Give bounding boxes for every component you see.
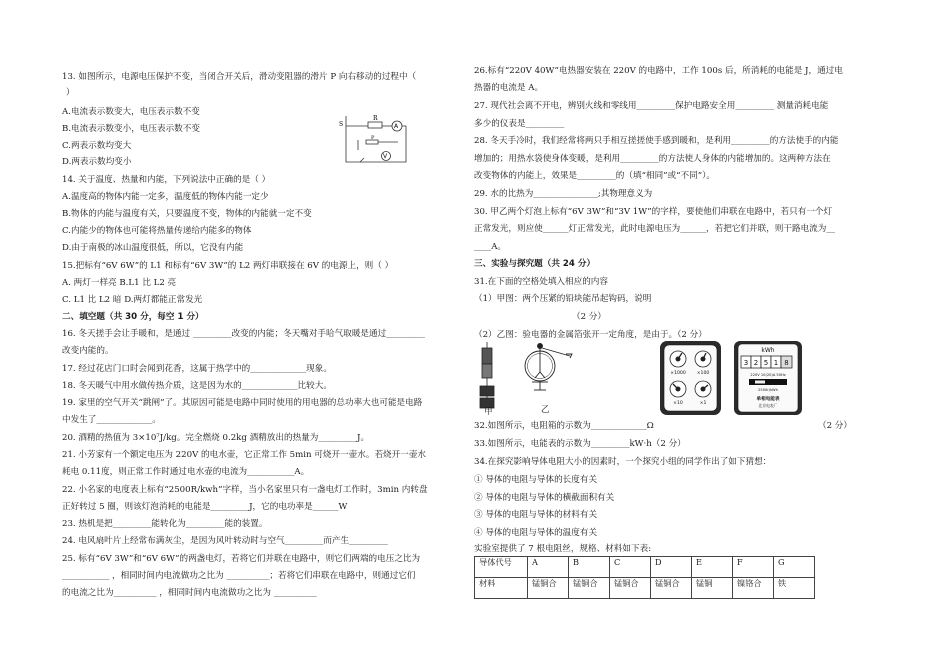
table-cell: 锰铜合 [610,578,651,599]
q26-line-1: 26.标有“220V 40W”电热器安装在 220V 的电路中，工作 100s 后，所消耗的电能是 J，通过电 [474,66,843,76]
q13-stem: 13. 如图所示，电源电压保护不变，当闭合开关后，滑动变阻器的滑片 P 向右移动的过程中（ [62,72,417,82]
q29: 29. 水的比热为_______________;其物理意义为 [474,189,653,199]
section-fill-in-heading: 二、填空题（共 30 分，每空 1 分） [62,312,204,322]
q31-part-1-points: （2 分） [572,312,606,322]
circuit-r-label: R [373,115,378,122]
q20: 20. 酒精的热值为 3×10⁷J/kg。完全燃烧 0.2kg 酒精放出的热量为_________J。 [62,433,370,443]
q25-line-3: 的电流之比为__________ ，相同时间内电流做功之比为 __________ [62,588,317,598]
q26-line-2: 热器的电流是 A。 [474,83,544,93]
table-cell: 锰铜合 [528,578,569,599]
figure-jia-label: 甲 [484,407,493,417]
q28-line-2: 增加的；用热水袋使身体变暖，是利用_________的方法使人身体的内能增加的。这两种方法在 [474,154,831,164]
q19-line-1: 19. 家里的空气开关“跳闸”了。其原因可能是电路中同时使用的用电器的总功率大也可能是电路 [62,398,423,408]
q31-part-1: （1）甲图：两个压紧的铅块能吊起钩码，说明 [474,294,652,304]
q16-line-2: 改变内能的。 [62,346,114,356]
q28-line-1: 28. 冬天手冷时，我们经常将两只手相互搓搓使手感到暖和，是利用_________的方法使手的内能 [474,136,839,146]
q14-option-b: B.物体的内能与温度有关，只要温度不变，物体的内能就一定不变 [62,209,312,219]
electroscope-figure [518,342,578,400]
conductor-table [474,556,815,599]
q14-option-d: D.由于南极的冰山温度很低，所以，它没有内能 [62,243,244,253]
q13-circuit-diagram [338,110,414,168]
ammeter-label: A [394,123,399,130]
table-cell: C [610,557,651,578]
q28-line-3: 改变物体的内能上，效果是_________的（填“相同”或“不同”）。 [474,171,716,181]
q21-line-2: 耗电 0.11度，则正常工作时通过电水壶的电流为___________A。 [62,467,310,477]
hypothesis-3: ③ 导体的电阻与导体的材料有关 [474,510,598,520]
section-experiment-heading: 三、实验与探究题（共 24 分） [474,259,596,269]
meter-rate-label: 2500r/kWh [758,388,778,392]
q22-line-2: 正好转过 5 圈，则该灯泡消耗的电能是_________J，它的电功率是______W [62,502,348,512]
q18: 18. 冬天暖气中用水做传热介质，这是因为水的_____________比较大。 [62,381,332,391]
q30-line-1: 30. 甲乙两个灯泡上标有“6V 3W”和“3V 1W”的字样，要使他们串联在电路中，若只有一个灯 [474,207,833,217]
q25-line-1: 25. 标有“6V 3W”和“6V 6W”的两盏电灯，若将它们并联在电路中，则它们两端的电压之比为 [62,554,421,564]
dial-x1000-label: ×1000 [670,371,686,376]
table-cell: 锰铜合 [569,578,610,599]
table-row [475,557,815,578]
q23: 23. 热机是把_________能转化为_________能的装置。 [62,519,268,529]
hypothesis-2: ② 导体的电阻与导体的横截面积有关 [474,493,615,503]
voltmeter-label: V [383,153,388,160]
table-cell: 锰铜合 [651,578,692,599]
meter-unit-label: kWh [761,347,775,354]
q17: 17. 经过花店门口时会闻到花香，这属于热学中的_____________现象。 [62,364,332,374]
table-row [475,578,815,599]
table-header-material: 材料 [475,578,528,599]
q31: 31.在下面的空格处填入相应的内容 [474,277,608,287]
dial-x100-label: ×100 [696,371,710,376]
q13-option-d: D.两表示数均变小 [62,157,132,167]
table-cell: 镍铬合 [733,578,774,599]
q30-line-3: ____A。 [474,242,506,252]
hypothesis-4: ④ 导体的电阻与导体的温度有关 [474,528,598,538]
table-cell: D [651,557,692,578]
q22-line-1: 22. 小名家的电度表上标有“2500R/kwh”字样，当小名家里只有一盏电灯工作时，3min 内转盘 [62,485,428,495]
q24: 24. 电风扇叶片上经常布满灰尘，是因为风叶转动时与空气_________而产生_________ [62,536,388,546]
meter-maker-label: 北京电表厂 [758,403,778,408]
q19-line-2: 中发生了_____________。 [62,415,161,425]
q13-paren: ） [66,88,75,98]
hypothesis-1: ① 导体的电阻与导体的长度有关 [474,475,598,485]
q31-part-2: （2）乙图：验电器的金属箔张开一定角度，是由于。（2 分） [474,330,707,340]
q13-option-c: C.两表示数均变大 [62,141,132,151]
q34: 34.在探究影响导体电阻大小的因素时，一个探究小组的同学作出了如下猜想： [474,457,772,467]
q15-stem: 15.把标有“6V 6W”的 L1 和标有“6V 3W”的 L2 两灯串联接在 6V 的电源上，则（ ） [62,261,394,271]
table-cell: G [774,557,815,578]
table-cell: A [528,557,569,578]
meter-digit-4: 1 [773,359,779,367]
dial-x1-label: ×1 [699,401,707,406]
meter-digit-2: 2 [753,359,759,367]
q14-stem: 14. 关于温度、热量和内能，下列说法中正确的是（ ） [62,175,271,185]
q14-option-c: C.内能少的物体也可能将热量传递给内能多的物体 [62,226,252,236]
resistance-box-figure [659,340,722,416]
table-header-code: 导体代号 [475,557,528,578]
table-cell: 铁 [774,578,815,599]
q33: 33.如图所示，电能表的示数为_________kW·h（2 分） [474,439,686,449]
figure-yi-label: 乙 [541,405,550,415]
slider-p-label: P [371,135,375,141]
q27-line-1: 27. 现代社会离不开电，辨别火线和零线用_________保护电路安全用_________ 测量消耗电能 [474,101,829,111]
meter-title-label: 单相电能表 [756,397,780,402]
table-cell: 锰铜 [692,578,733,599]
electric-meter-figure [733,340,803,416]
q32: 32.如图所示，电阻箱的示数为_____________Ω [474,421,654,431]
table-cell: F [733,557,774,578]
circuit-s-label: S [339,121,344,128]
q13-option-b: B.电流表示数变小，电压表示数不变 [62,124,200,134]
meter-spec-label: 220V 10(20)A 50Hz [750,373,786,377]
meter-digit-5: 8 [784,359,789,367]
q15-options-cd: C. L1 比 L2 暗 D.两灯都能正常发光 [62,295,203,305]
q21-line-1: 21. 小芳家有一个额定电压为 220V 的电水壶，它正常工作 5min 可烧开一壶水。若烧开一壶水 [62,450,427,460]
q16-line-1: 16. 冬天搓手会让手暖和，是通过 _________改变的内能；冬天嘴对手哈气取暖是通过_________ [62,329,425,339]
q14-option-a: A.温度高的物体内能一定多，温度低的物体内能一定少 [62,192,269,202]
q15-options-ab: A. 两灯一样亮 B.L1 比 L2 亮 [62,278,177,288]
table-cell: E [692,557,733,578]
meter-digit-1: 3 [743,359,749,367]
q13-option-a: A.电流表示数变大，电压表示数不变 [62,107,200,117]
q25-line-2: ___________ ，相同时间内电流做功之比为 __________；若将它们串联在电路中，则通过它们 [62,571,416,581]
meter-digit-3: 5 [763,359,769,367]
q27-line-2: 多少的仪表是_________ [474,119,565,129]
dial-x10-label: ×10 [673,401,683,406]
lead-blocks-figure [474,340,500,414]
q30-line-2: 正常发光，则应使______灯正常发光，此时电源电压为______，若把它们并联，则干路电流为__ [474,224,835,234]
table-cell: B [569,557,610,578]
q32-points: （2 分） [818,421,852,431]
provided-materials-text: 实验室提供了 7 根电阻丝，规格、材料如下表: [474,544,652,554]
